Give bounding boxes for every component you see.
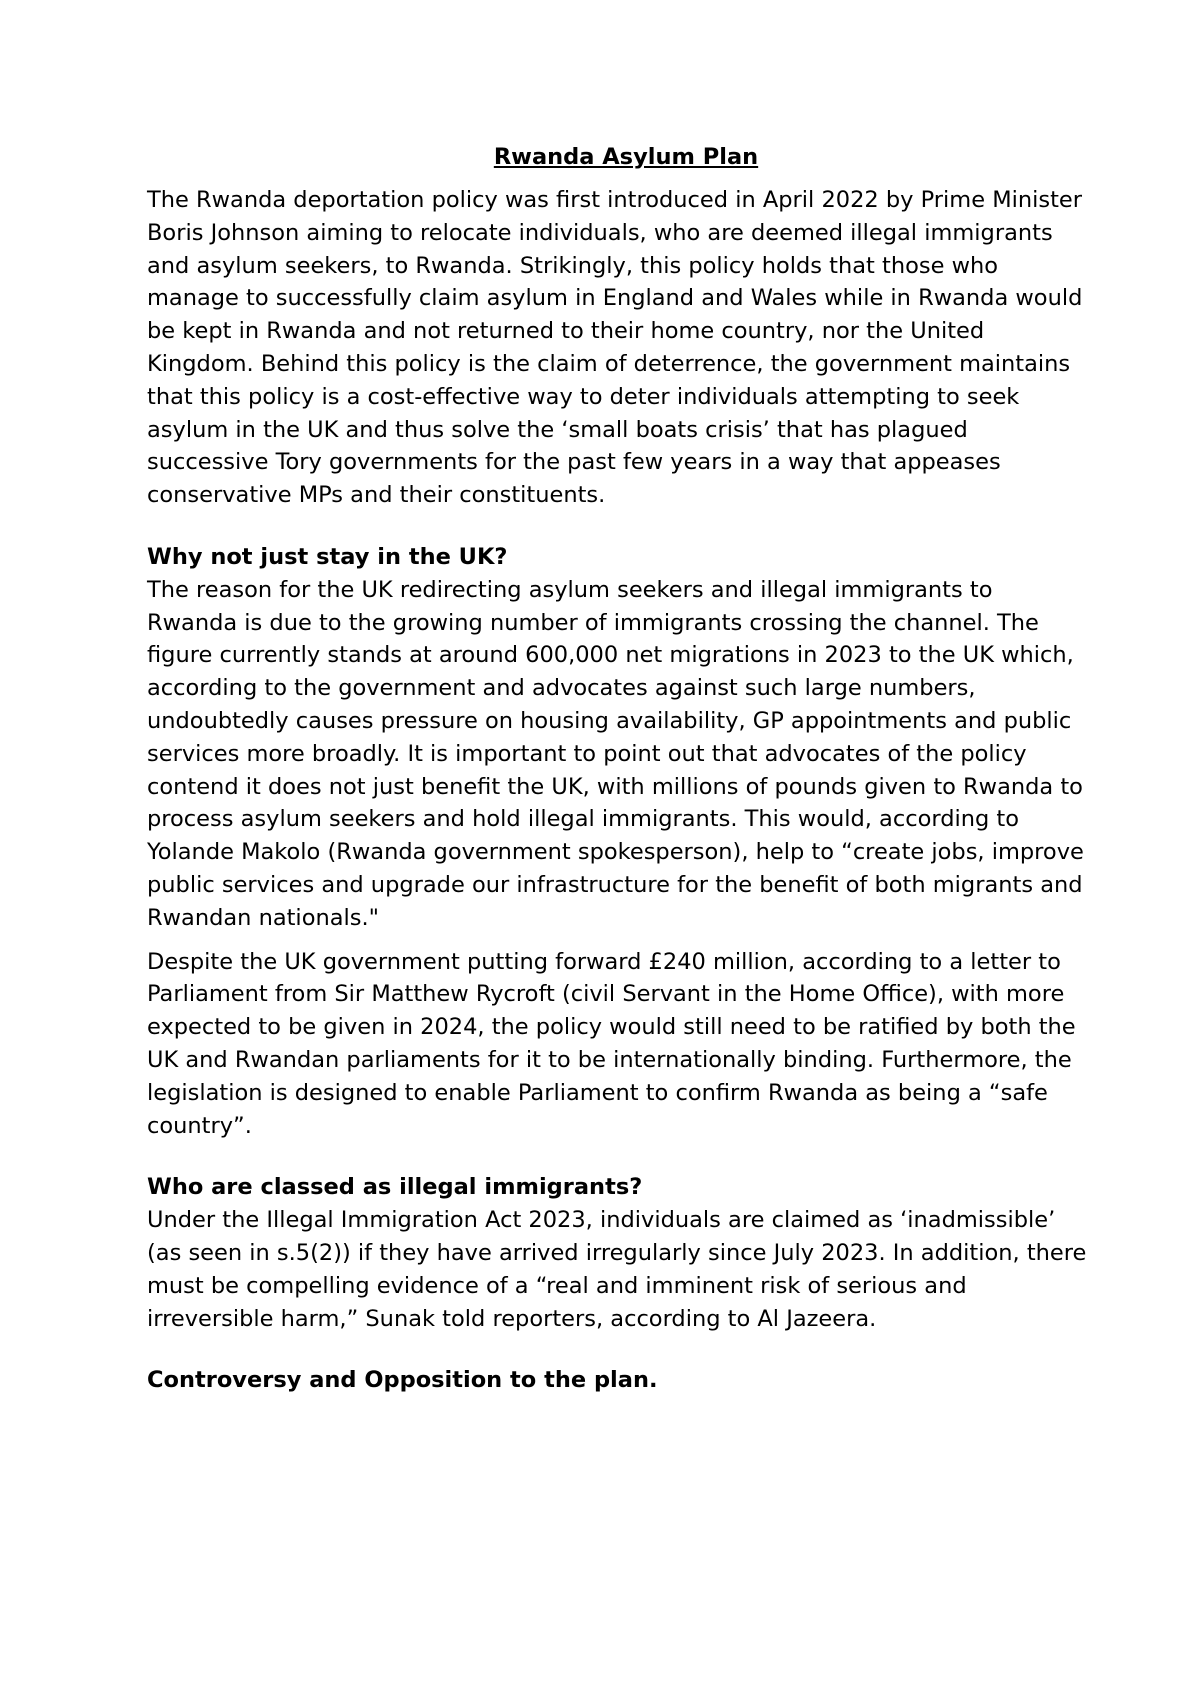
spacer bbox=[147, 1335, 1087, 1364]
spacer bbox=[147, 935, 1087, 946]
spacer bbox=[147, 1142, 1087, 1171]
document-page bbox=[147, 141, 1087, 1397]
section1-paragraph-2: Despite the UK government putting forward £240 million, according to a letter to Parliament from Sir Matthew Rycroft (civil Servant in the Home Office), with more expected to be given in 2024, the policy would still need to be ratified by both the UK and Rwandan parliaments for it to be internationally binding. Furthermore, the legislation is designed to enable Parliament to confirm Rwanda as being a “safe country”. bbox=[147, 948, 1076, 1139]
section2-paragraph-1: Under the Illegal Immigration Act 2023, individuals are claimed as ‘inadmissible’ (as seen in s.5(2)) if they have arrived irregularly since July 2023. In addition, there must be compelling evidence of a “real and imminent risk of serious and irreversible harm,” Sunak told reporters, according to Al Jazeera. bbox=[147, 1207, 1087, 1332]
section1-paragraph-1: The reason for the UK redirecting asylum seekers and illegal immigrants to Rwanda is due to the growing number of immigrants crossing the channel. The figure currently stands at around 600,000 net migrations in 2023 to the UK which, according to the government and advocates against such large numbers, undoubtedly causes pressure on housing availability, GP appointments and public services more broadly. It is important to point out that advocates of the policy contend it does not just benefit the UK, with millions of pounds given to Rwanda to process asylum seekers and hold illegal immigrants. This would, according to Yolande Makolo (Rwanda government spokesperson), help to “create jobs, improve public services and upgrade our infrastructure for the benefit of both migrants and Rwandan nationals." bbox=[147, 576, 1084, 931]
spacer bbox=[147, 512, 1087, 541]
section-heading-illegal-immigrants: Who are classed as illegal immigrants? bbox=[147, 1174, 643, 1201]
section-heading-controversy: Controversy and Opposition to the plan. bbox=[147, 1367, 658, 1394]
intro-paragraph: The Rwanda deportation policy was first introduced in April 2022 by Prime Minister Boris Johnson aiming to relocate individuals, who are deemed illegal immigrants and asylum seekers, to Rwanda. Strikingly, this policy holds that those who manage to successfully claim asylum in England and Wales while in Rwanda would be kept in Rwanda and not returned to their home country, nor the United Kingdom. Behind this policy is the claim of deterrence, the government maintains that this policy is a cost-effective way to deter individuals attempting to seek asylum in the UK and thus solve the ‘small boats crisis’ that has plagued successive Tory governments for the past few years in a way that appeases conservative MPs and their constituents. bbox=[147, 187, 1083, 509]
section-heading-why-not-stay: Why not just stay in the UK? bbox=[147, 543, 508, 570]
document-title: Rwanda Asylum Plan bbox=[493, 144, 759, 170]
